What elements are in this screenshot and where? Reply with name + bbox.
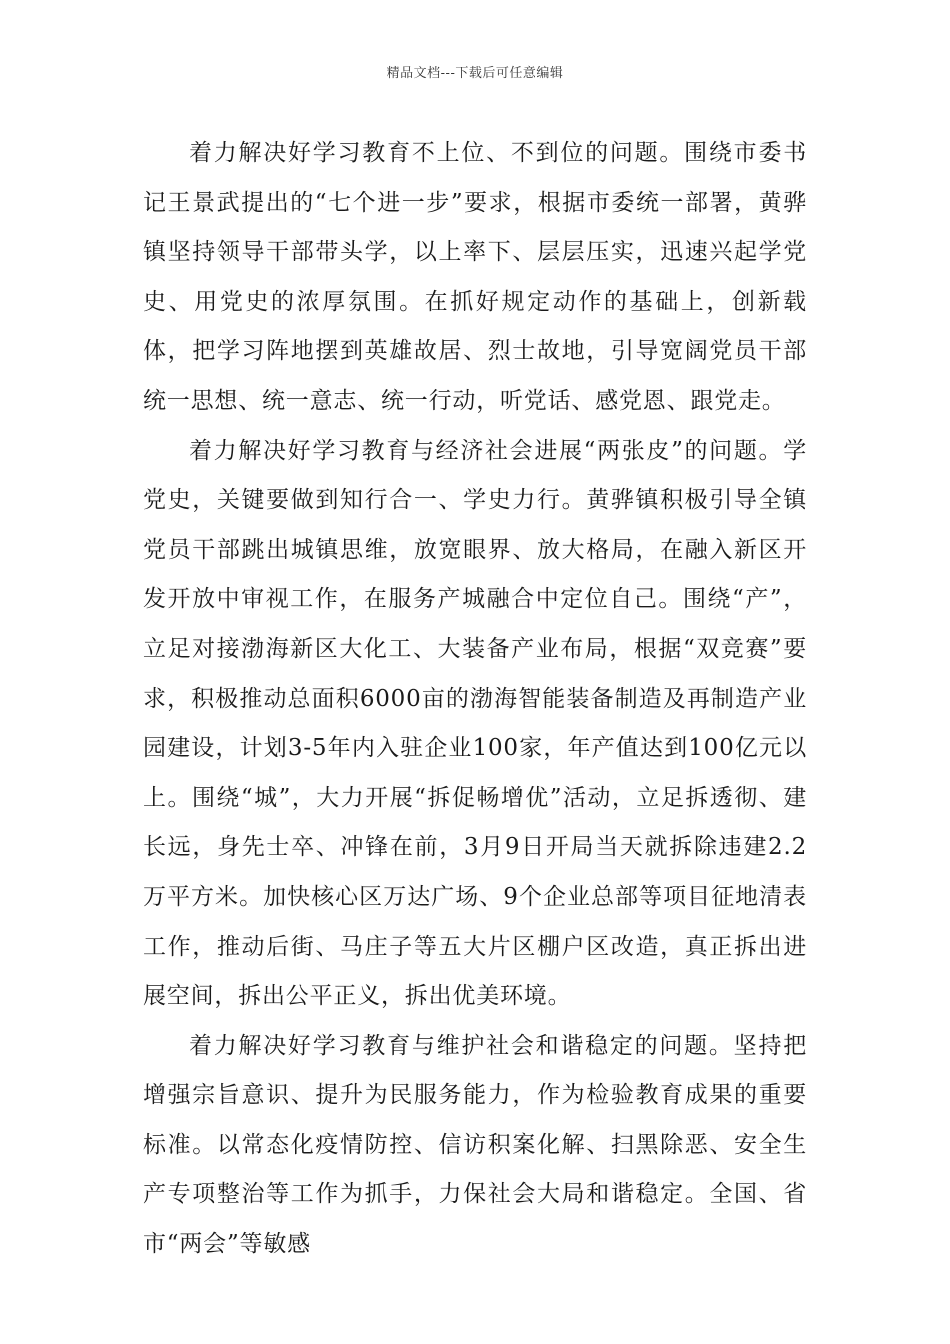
paragraph-1: 着力解决好学习教育不上位、不到位的问题。围绕市委书记王景武提出的“七个进一步”要求，根据市委统一部署，黄骅镇坚持领导干部带头学，以上率下、层层压实，迅速兴起学党史、用党史的浓厚氛围。在抓好规定动作的基础上，创新载体，把学习阵地摆到英雄故居、烈士故地，引导宽阔党员干部统一思想、统一意志、统一行动，听党话、感党恩、跟党走。 (143, 140, 807, 414)
paragraph-3: 着力解决好学习教育与维护社会和谐稳定的问题。坚持把增强宗旨意识、提升为民服务能力，作为检验教育成果的重要标准。以常态化疫情防控、信访积案化解、扫黑除恶、安全生产专项整治等工作为抓手，力保社会大局和谐稳定。全国、省市“两会”等敏感 (143, 1032, 807, 1258)
page-header: 精品文档---下载后可任意编辑 (386, 66, 564, 81)
document-body (143, 129, 807, 1270)
paragraph-2: 着力解决好学习教育与经济社会进展“两张皮”的问题。学党史，关键要做到知行合一、学史力行。黄骅镇积极引导全镇党员干部跳出城镇思维，放宽眼界、放大格局，在融入新区开发开放中审视工作，在服务产城融合中定位自己。围绕“产”，立足对接渤海新区大化工、大装备产业布局，根据“双竞赛”要求，积极推动总面积6000亩的渤海智能装备制造及再制造产业园建设，计划3-5年内入驻企业100家，年产值达到100亿元以上。围绕“城”，大力开展“拆促畅增优”活动，立足拆透彻、建长远，身先士卒、冲锋在前，3月9日开局当天就拆除违建2.2万平方米。加快核心区万达广场、9个企业总部等项目征地清表工作，推动后街、马庄子等五大片区棚户区改造，真正拆出进展空间，拆出公平正义，拆出优美环境。 (143, 437, 807, 1010)
